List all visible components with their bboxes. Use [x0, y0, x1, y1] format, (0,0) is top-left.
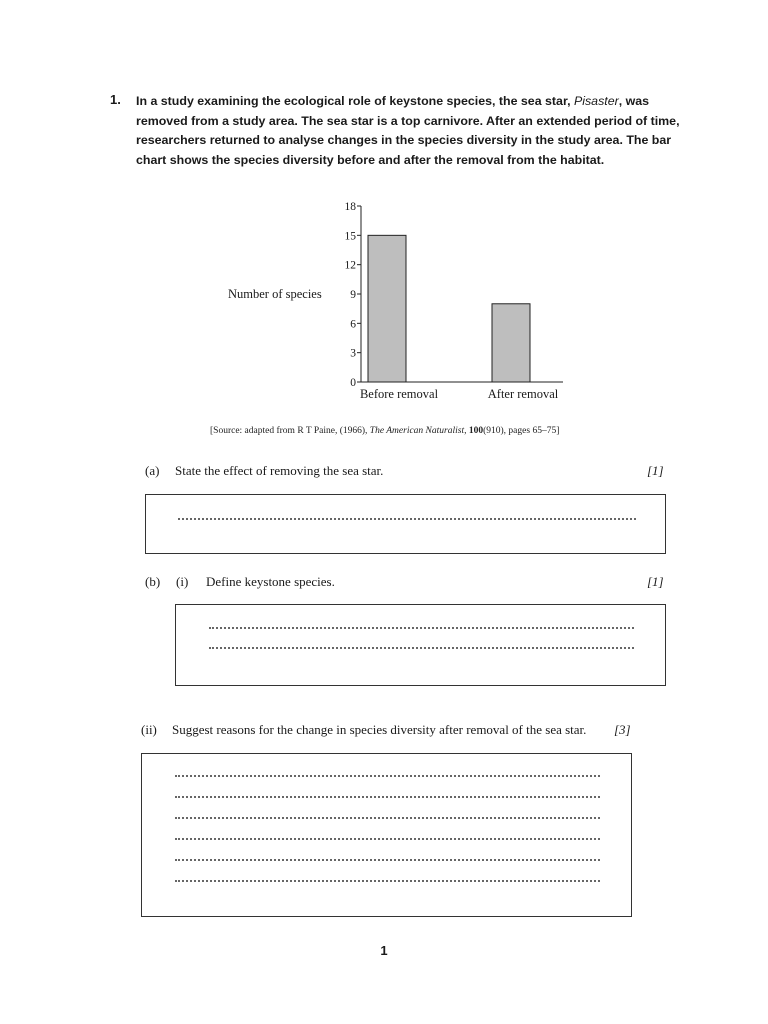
chart-y-tick-label: 18 — [344, 201, 356, 213]
part-a-label: (a) — [145, 463, 160, 478]
answer-line[interactable] — [178, 518, 636, 520]
chart-y-tick-label: 9 — [350, 289, 356, 301]
part-b-i-question: Define keystone species. — [206, 574, 335, 589]
chart-y-tick-label: 12 — [344, 259, 356, 272]
source-sep: , — [464, 426, 469, 436]
part-a-marks: [1] — [647, 463, 664, 478]
answer-line[interactable] — [175, 880, 600, 882]
source-citation — [210, 426, 559, 436]
source-volume: 100 — [468, 426, 484, 436]
part-b-ii-label: (ii) — [141, 722, 157, 737]
answer-line[interactable] — [175, 796, 600, 798]
source-suffix: (910), pages 65–75] — [483, 426, 560, 436]
chart-bar — [492, 304, 530, 382]
part-a-answer-box[interactable] — [145, 494, 666, 554]
chart-x-tick-label: After removal — [487, 387, 559, 401]
bar-chart — [0, 0, 768, 420]
answer-line[interactable] — [175, 859, 600, 861]
part-b-i-label: (i) — [176, 574, 189, 589]
chart-bar — [368, 235, 406, 382]
answer-line[interactable] — [175, 817, 600, 819]
answer-line[interactable] — [209, 647, 634, 649]
source-journal: The American Naturalist — [369, 426, 465, 436]
source-prefix: [Source: adapted from R T Paine, (1966), — [210, 426, 370, 436]
chart-y-tick-label: 15 — [344, 230, 356, 243]
part-b-ii-marks: [3] — [614, 722, 631, 737]
answer-line[interactable] — [175, 838, 600, 840]
intro-species-name: Pisaster — [573, 94, 619, 108]
question-number: 1. — [110, 92, 121, 107]
chart-y-tick-label: 6 — [350, 318, 356, 331]
answer-line[interactable] — [175, 775, 600, 777]
intro-text-1: In a study examining the ecological role of keystone species, the sea star, — [136, 94, 574, 108]
part-b-ii-question: Suggest reasons for the change in species diversity after removal of the sea star. — [172, 722, 587, 737]
answer-line[interactable] — [209, 627, 634, 629]
chart-y-axis-label: Number of species — [228, 287, 322, 301]
chart-y-tick-label: 3 — [350, 347, 356, 360]
part-a-question: State the effect of removing the sea star. — [175, 463, 384, 478]
chart-x-tick-label: Before removal — [359, 387, 439, 401]
chart-y-tick-label: 0 — [350, 377, 356, 389]
intro-text-2: , was removed from a study area. The sea star is a top carnivore. After an extended period of time, researchers returned to analyse changes in the species diversity in the study area. The bar chart shows the species diversity before and after the removal from the habitat. — [136, 94, 680, 167]
part-b-i-marks: [1] — [647, 574, 664, 589]
part-b-ii-answer-box[interactable] — [141, 753, 632, 917]
part-b-label: (b) — [145, 574, 161, 589]
page-number: 1 — [380, 943, 388, 958]
part-b-i-answer-box[interactable] — [175, 604, 666, 686]
